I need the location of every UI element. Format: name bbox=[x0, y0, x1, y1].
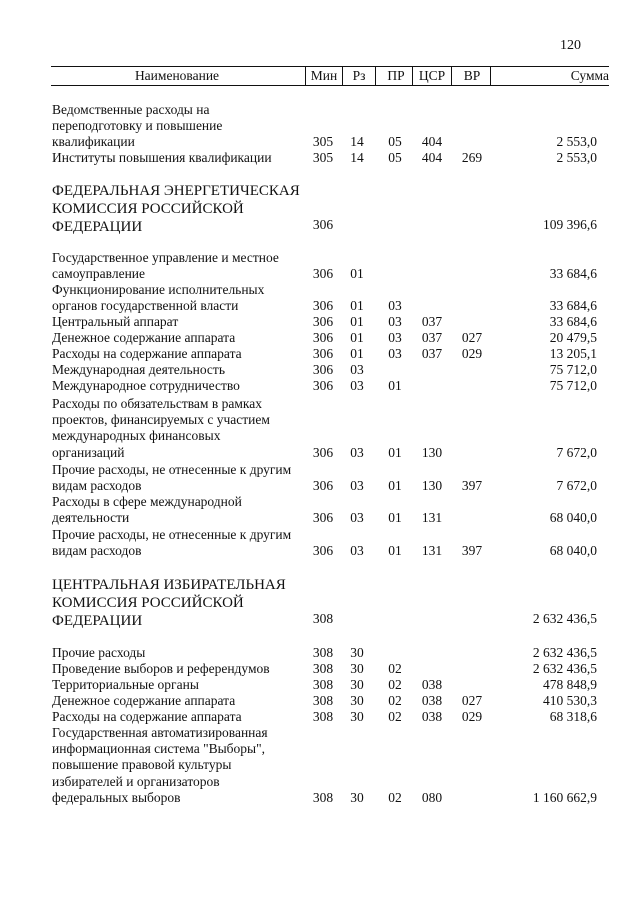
row-sum: 2 553,0 bbox=[556, 134, 597, 149]
row-csr: 404 bbox=[421, 134, 443, 149]
header-separator bbox=[451, 67, 452, 85]
row-min: 306 bbox=[312, 478, 334, 493]
row-name: Расходы на содержание аппарата bbox=[52, 346, 242, 361]
row-vr: 027 bbox=[461, 330, 483, 345]
row-min: 305 bbox=[312, 134, 334, 149]
row-min: 308 bbox=[312, 790, 334, 805]
row-csr: 037 bbox=[421, 346, 443, 361]
row-name: Расходы в сфере международной деятельности bbox=[52, 494, 242, 526]
header-separator bbox=[375, 67, 376, 85]
row-rz: 03 bbox=[350, 478, 364, 493]
row-rz: 30 bbox=[350, 709, 364, 724]
row-sum: 68 318,6 bbox=[549, 709, 597, 724]
row-name: Международное сотрудничество bbox=[52, 378, 240, 393]
row-rz: 30 bbox=[350, 645, 364, 660]
row-vr: 397 bbox=[461, 543, 483, 558]
row-vr: 029 bbox=[461, 709, 483, 724]
header-name: Наименование bbox=[134, 68, 220, 83]
row-name: Территориальные органы bbox=[52, 677, 199, 692]
row-rz: 01 bbox=[350, 330, 364, 345]
header-csr: ЦСР bbox=[418, 68, 446, 83]
row-sum: 478 848,9 bbox=[543, 677, 597, 692]
section-title: ФЕДЕРАЛЬНАЯ ЭНЕРГЕТИЧЕСКАЯ КОМИССИЯ РОССИЙСКОЙ ФЕДЕРАЦИИ bbox=[52, 183, 300, 235]
row-rz: 01 bbox=[350, 346, 364, 361]
row-sum: 33 684,6 bbox=[549, 314, 597, 329]
row-min: 306 bbox=[312, 543, 334, 558]
row-vr: 397 bbox=[461, 478, 483, 493]
row-name: Ведомственные расходы на переподготовку и повышение квалификации bbox=[52, 102, 223, 150]
header-pr: ПР bbox=[387, 68, 405, 83]
row-name: Денежное содержание аппарата bbox=[52, 330, 236, 345]
row-csr: 131 bbox=[421, 510, 443, 525]
row-vr: 269 bbox=[461, 150, 483, 165]
row-rz: 03 bbox=[350, 362, 364, 377]
row-rz: 01 bbox=[350, 298, 364, 313]
row-csr: 037 bbox=[421, 314, 443, 329]
row-rz: 30 bbox=[350, 677, 364, 692]
row-sum: 109 396,6 bbox=[543, 217, 597, 232]
row-sum: 33 684,6 bbox=[549, 298, 597, 313]
row-rz: 01 bbox=[350, 266, 364, 281]
row-pr: 03 bbox=[388, 314, 402, 329]
row-pr: 01 bbox=[388, 478, 402, 493]
row-pr: 01 bbox=[388, 378, 402, 393]
row-min: 306 bbox=[312, 510, 334, 525]
row-pr: 02 bbox=[388, 677, 402, 692]
row-rz: 30 bbox=[350, 661, 364, 676]
row-min: 306 bbox=[312, 362, 334, 377]
row-min: 308 bbox=[312, 661, 334, 676]
row-rz: 03 bbox=[350, 510, 364, 525]
row-min: 305 bbox=[312, 150, 334, 165]
row-sum: 68 040,0 bbox=[549, 543, 597, 558]
row-min: 308 bbox=[312, 611, 334, 626]
row-csr: 080 bbox=[421, 790, 443, 805]
row-sum: 7 672,0 bbox=[556, 445, 597, 460]
header-vr: ВР bbox=[463, 68, 481, 83]
row-rz: 03 bbox=[350, 543, 364, 558]
row-csr: 130 bbox=[421, 478, 443, 493]
row-pr: 01 bbox=[388, 543, 402, 558]
row-sum: 2 553,0 bbox=[556, 150, 597, 165]
row-name: Прочие расходы, не отнесенные к другим видам расходов bbox=[52, 462, 292, 494]
row-name: Международная деятельность bbox=[52, 362, 225, 377]
row-sum: 33 684,6 bbox=[549, 266, 597, 281]
row-rz: 03 bbox=[350, 445, 364, 460]
row-min: 306 bbox=[312, 445, 334, 460]
row-rz: 14 bbox=[350, 150, 364, 165]
row-min: 306 bbox=[312, 346, 334, 361]
row-name: Расходы по обязательствам в рамках проектов, финансируемых с участием международных финансовых организаций bbox=[52, 396, 270, 460]
row-csr: 130 bbox=[421, 445, 443, 460]
row-csr: 404 bbox=[421, 150, 443, 165]
row-pr: 02 bbox=[388, 790, 402, 805]
header-rz: Рз bbox=[352, 68, 366, 83]
row-rz: 30 bbox=[350, 790, 364, 805]
row-rz: 14 bbox=[350, 134, 364, 149]
row-pr: 05 bbox=[388, 150, 402, 165]
row-rz: 03 bbox=[350, 378, 364, 393]
row-min: 306 bbox=[312, 266, 334, 281]
row-sum: 13 205,1 bbox=[549, 346, 597, 361]
row-min: 306 bbox=[312, 378, 334, 393]
row-pr: 03 bbox=[388, 298, 402, 313]
row-csr: 131 bbox=[421, 543, 443, 558]
row-name: Прочие расходы bbox=[52, 645, 146, 660]
row-min: 306 bbox=[312, 217, 334, 232]
row-pr: 02 bbox=[388, 709, 402, 724]
row-csr: 038 bbox=[421, 693, 443, 708]
row-pr: 03 bbox=[388, 346, 402, 361]
row-pr: 03 bbox=[388, 330, 402, 345]
page-number: 120 bbox=[560, 38, 581, 53]
row-sum: 68 040,0 bbox=[549, 510, 597, 525]
row-sum: 75 712,0 bbox=[549, 378, 597, 393]
row-sum: 2 632 436,5 bbox=[532, 611, 597, 626]
row-sum: 2 632 436,5 bbox=[532, 661, 597, 676]
row-pr: 02 bbox=[388, 661, 402, 676]
row-sum: 410 530,3 bbox=[543, 693, 597, 708]
row-min: 306 bbox=[312, 314, 334, 329]
row-name: Функционирование исполнительных органов государственной власти bbox=[52, 282, 265, 314]
row-csr: 037 bbox=[421, 330, 443, 345]
row-pr: 01 bbox=[388, 510, 402, 525]
row-name: Государственная автоматизированная информационная система "Выборы", повышение правовой культуры избирателей и организаторов федеральных выборов bbox=[52, 725, 268, 805]
row-csr: 038 bbox=[421, 709, 443, 724]
row-name: Проведение выборов и референдумов bbox=[52, 661, 270, 676]
row-name: Денежное содержание аппарата bbox=[52, 693, 236, 708]
row-rz: 30 bbox=[350, 693, 364, 708]
row-min: 308 bbox=[312, 709, 334, 724]
row-name: Центральный аппарат bbox=[52, 314, 179, 329]
row-sum: 2 632 436,5 bbox=[532, 645, 597, 660]
row-min: 306 bbox=[312, 298, 334, 313]
row-name: Институты повышения квалификации bbox=[52, 150, 272, 165]
header-min: Мин bbox=[310, 68, 338, 83]
row-csr: 038 bbox=[421, 677, 443, 692]
row-min: 308 bbox=[312, 677, 334, 692]
row-pr: 02 bbox=[388, 693, 402, 708]
row-name: Расходы на содержание аппарата bbox=[52, 709, 242, 724]
row-sum: 20 479,5 bbox=[549, 330, 597, 345]
row-rz: 01 bbox=[350, 314, 364, 329]
row-sum: 7 672,0 bbox=[556, 478, 597, 493]
row-min: 306 bbox=[312, 330, 334, 345]
header-sum: Сумма bbox=[570, 68, 609, 83]
row-sum: 1 160 662,9 bbox=[532, 790, 597, 805]
row-sum: 75 712,0 bbox=[549, 362, 597, 377]
row-name: Государственное управление и местное самоуправление bbox=[52, 250, 279, 282]
row-name: Прочие расходы, не отнесенные к другим видам расходов bbox=[52, 527, 292, 559]
section-title: ЦЕНТРАЛЬНАЯ ИЗБИРАТЕЛЬНАЯ КОМИССИЯ РОССИЙСКОЙ ФЕДЕРАЦИИ bbox=[52, 577, 286, 629]
row-min: 308 bbox=[312, 645, 334, 660]
row-min: 308 bbox=[312, 693, 334, 708]
row-vr: 027 bbox=[461, 693, 483, 708]
row-pr: 01 bbox=[388, 445, 402, 460]
table-header bbox=[51, 66, 609, 86]
row-vr: 029 bbox=[461, 346, 483, 361]
row-pr: 05 bbox=[388, 134, 402, 149]
